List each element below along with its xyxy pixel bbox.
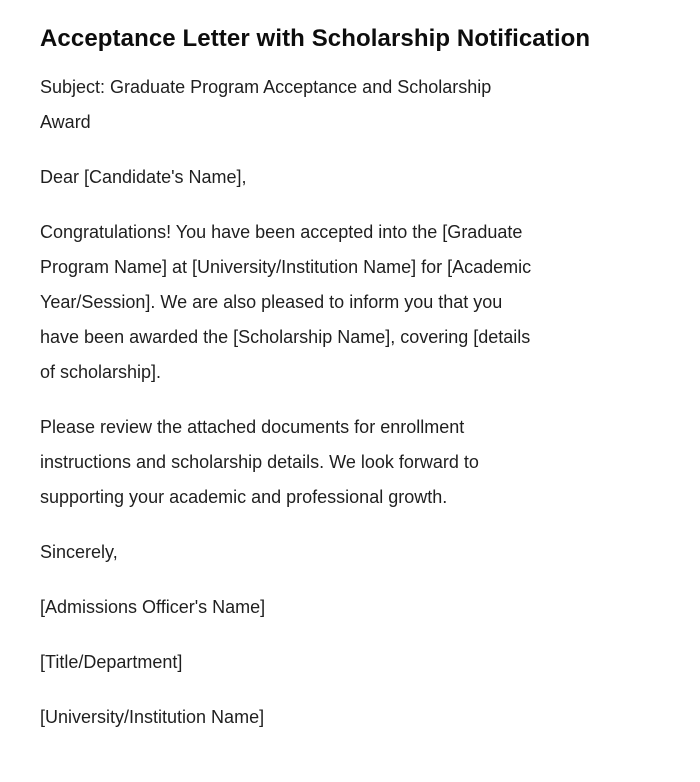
letter-line: Dear [Candidate's Name], bbox=[40, 167, 247, 187]
letter-line: Congratulations! You have been accepted into the [Graduate bbox=[40, 222, 523, 242]
letter-line: [Admissions Officer's Name] bbox=[40, 597, 266, 617]
paragraph-acceptance-body bbox=[40, 215, 660, 390]
letter-line: instructions and scholarship details. We look forward to bbox=[40, 452, 479, 472]
letter-line: Award bbox=[40, 112, 91, 132]
letter-line: Program Name] at [University/Institution Name] for [Academic bbox=[40, 257, 532, 277]
letter-line: supporting your academic and professional growth. bbox=[40, 487, 448, 507]
letter-line: Sincerely, bbox=[40, 542, 118, 562]
letter-line: Please review the attached documents for enrollment bbox=[40, 417, 465, 437]
paragraph-closing bbox=[40, 535, 660, 570]
paragraph-subject bbox=[40, 70, 660, 140]
page-title: Acceptance Letter with Scholarship Notification bbox=[40, 25, 591, 52]
paragraph-signature-title bbox=[40, 645, 660, 680]
letter-line: of scholarship]. bbox=[40, 362, 162, 382]
letter-line: Year/Session]. We are also pleased to inform you that you bbox=[40, 292, 503, 312]
letter-line: [Title/Department] bbox=[40, 652, 183, 672]
paragraph-salutation bbox=[40, 160, 660, 195]
paragraph-instructions-body bbox=[40, 410, 660, 515]
letter-line: Subject: Graduate Program Acceptance and Scholarship bbox=[40, 77, 492, 97]
paragraph-signature-name bbox=[40, 590, 660, 625]
letter-line: [University/Institution Name] bbox=[40, 707, 265, 727]
paragraph-signature-institution bbox=[40, 700, 660, 735]
letter-line: have been awarded the [Scholarship Name], covering [details bbox=[40, 327, 531, 347]
